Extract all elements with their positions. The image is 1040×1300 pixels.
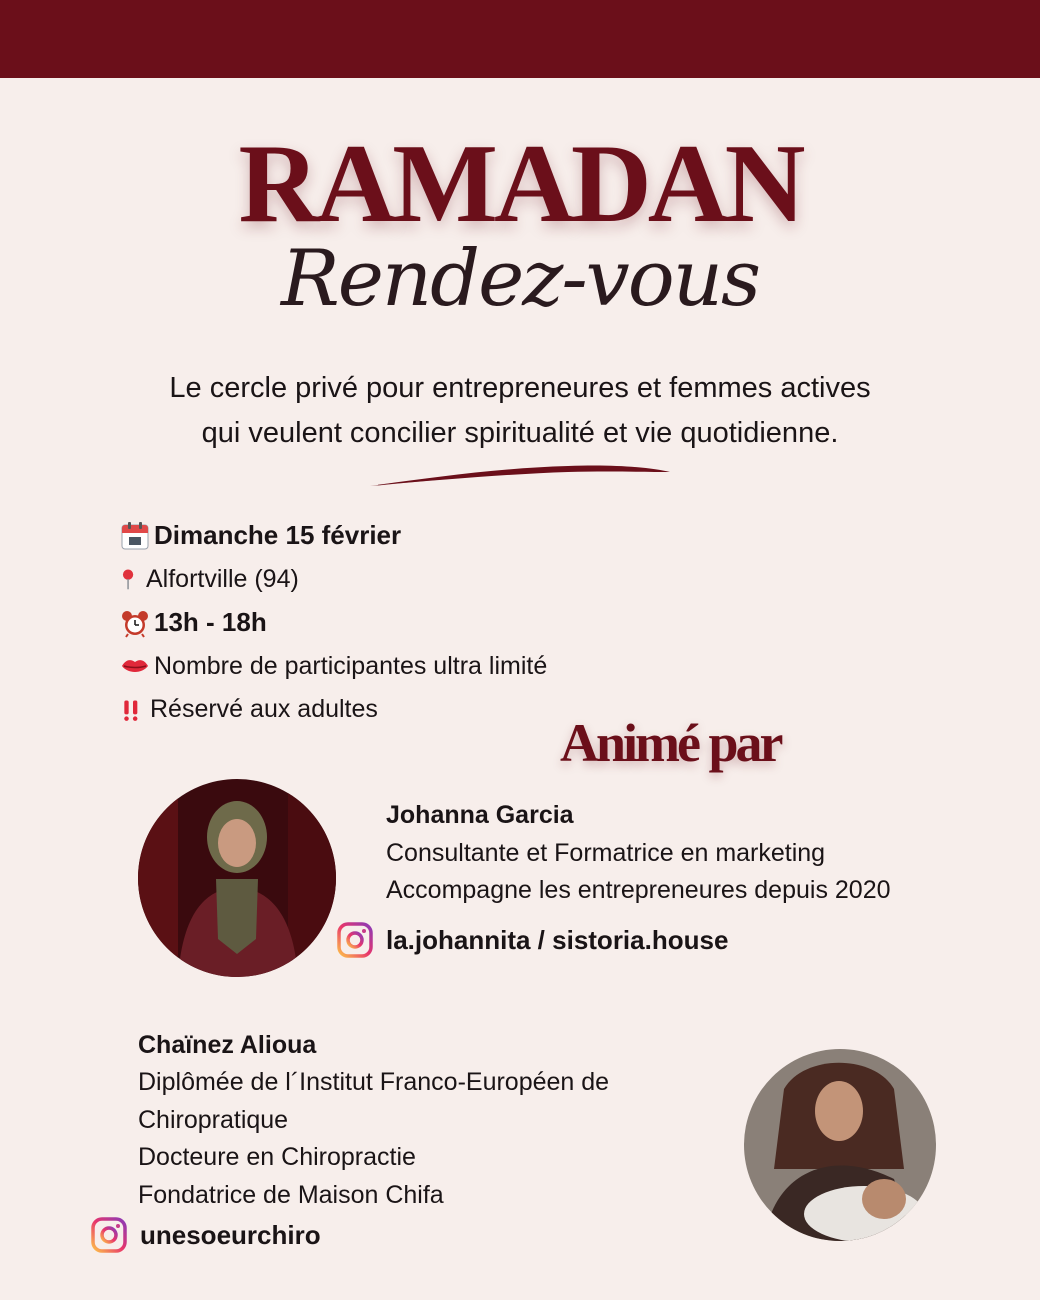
host-2-avatar [744, 1049, 936, 1241]
host-2-instagram-handle[interactable]: unesoeurchiro [140, 1219, 321, 1250]
detail-location [120, 558, 547, 602]
tagline-line-1: Le cercle privé pour entrepreneures et femmes actives [169, 372, 871, 404]
lips-icon [120, 651, 150, 681]
host-2-line-4: Fondatrice de Maison Chifa [138, 1181, 444, 1209]
capacity-text: Nombre de participantes ultra limité [154, 651, 548, 680]
host-1-line-1: Consultante et Formatrice en marketing [386, 839, 826, 867]
double-exclamation-icon [120, 695, 146, 725]
clock-icon [120, 608, 150, 638]
instagram-icon [90, 1216, 128, 1254]
date-text: Dimanche 15 février [154, 520, 402, 551]
host-2-line-2: Chiropratique [138, 1106, 289, 1134]
location-text: Alfortville (94) [146, 564, 299, 593]
time-text: 13h - 18h [154, 607, 267, 638]
tagline [60, 366, 980, 456]
detail-audience [120, 688, 547, 732]
host-1-avatar [138, 779, 336, 977]
host-1-line-2: Accompagne les entrepreneures depuis 2020 [386, 876, 891, 904]
host-2-instagram[interactable] [90, 1216, 321, 1254]
event-title: RAMADAN [238, 122, 802, 246]
event-subtitle: Rendez-vous [281, 234, 759, 324]
detail-date [120, 514, 547, 558]
audience-text: Réservé aux adultes [150, 695, 378, 724]
host-1-name: Johanna Garcia [386, 801, 574, 829]
calendar-icon [120, 521, 150, 551]
host-1-instagram[interactable] [336, 921, 728, 959]
top-band [0, 0, 1040, 78]
instagram-icon [336, 921, 374, 959]
host-2-line-1: Diplômée de l´Institut Franco-Européen de [138, 1068, 610, 1096]
host-2-line-3: Docteure en Chiropractie [138, 1143, 416, 1171]
pin-icon [120, 564, 142, 594]
host-1-instagram-handle[interactable]: la.johannita / sistoria.house [386, 924, 729, 955]
host-2-name: Chaïnez Alioua [138, 1031, 317, 1059]
detail-capacity [120, 645, 547, 689]
tagline-line-2: qui veulent concilier spiritualité et vie quotidienne. [201, 417, 839, 449]
hosts-heading: Animé par [560, 713, 781, 773]
brush-stroke-divider [368, 458, 672, 492]
event-details [120, 514, 547, 732]
detail-time [120, 601, 547, 645]
